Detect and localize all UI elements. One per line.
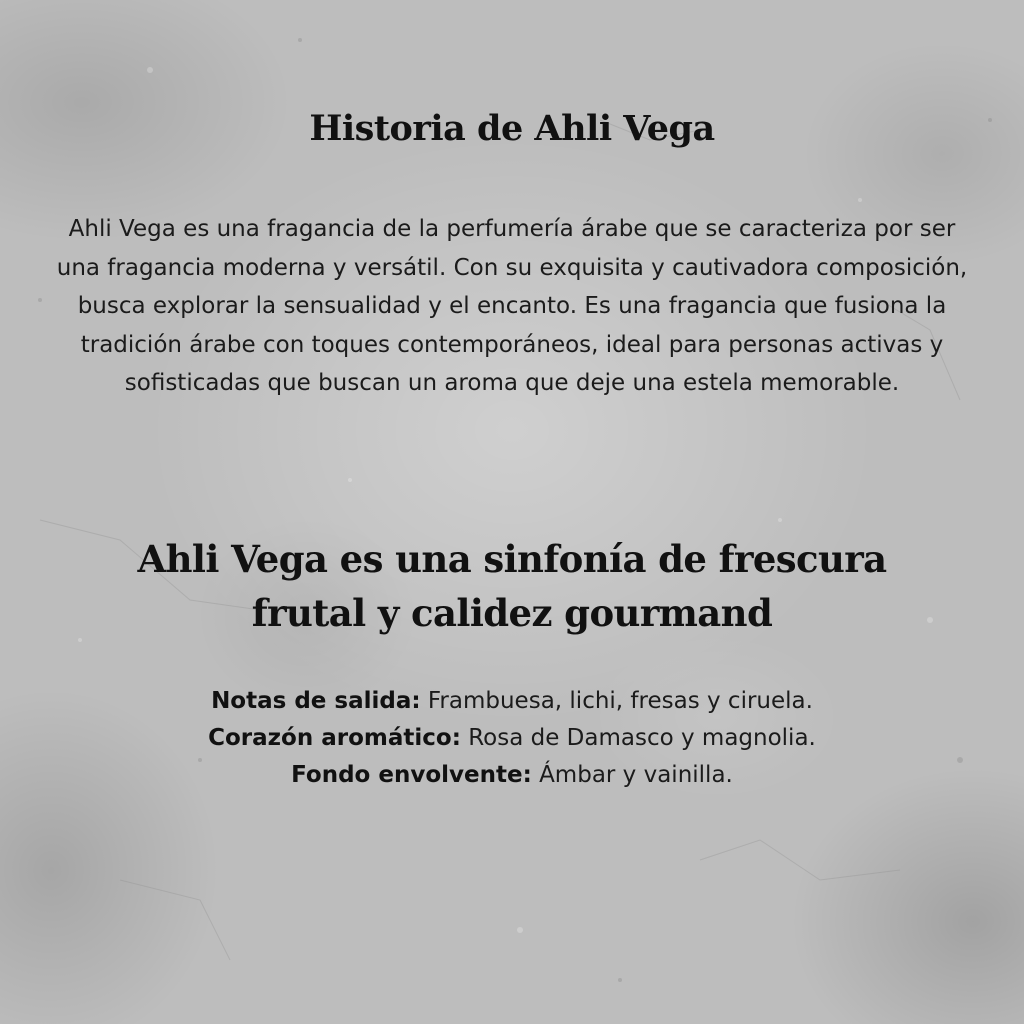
note-line-top (60, 683, 964, 720)
page-title: Historia de Ahli Vega (309, 108, 715, 149)
note-line-heart (60, 720, 964, 757)
note-label: Corazón aromático: (208, 725, 461, 751)
note-label: Notas de salida: (211, 688, 421, 714)
note-value: Frambuesa, lichi, fresas y ciruela. (420, 688, 813, 714)
fragrance-notes-list (60, 683, 964, 794)
note-label: Fondo envolvente: (291, 762, 532, 788)
note-line-base (60, 757, 964, 794)
note-value: Ámbar y vainilla. (531, 762, 733, 788)
section-subtitle: Ahli Vega es una sinfonía de frescura frutal y calidez gourmand (137, 537, 887, 635)
intro-paragraph: Ahli Vega es una fragancia de la perfumería árabe que se caracteriza por ser una fragancia moderna y versátil. Con su exquisita y cautivadora composición, busca explorar la sensualidad y el encanto. Es una fragancia que fusiona la tradición árabe con toques contemporáneos, ideal para personas activas y sofisticadas que buscan un aroma que deje una estela memorable. (56, 216, 968, 396)
note-value: Rosa de Damasco y magnolia. (460, 725, 816, 751)
